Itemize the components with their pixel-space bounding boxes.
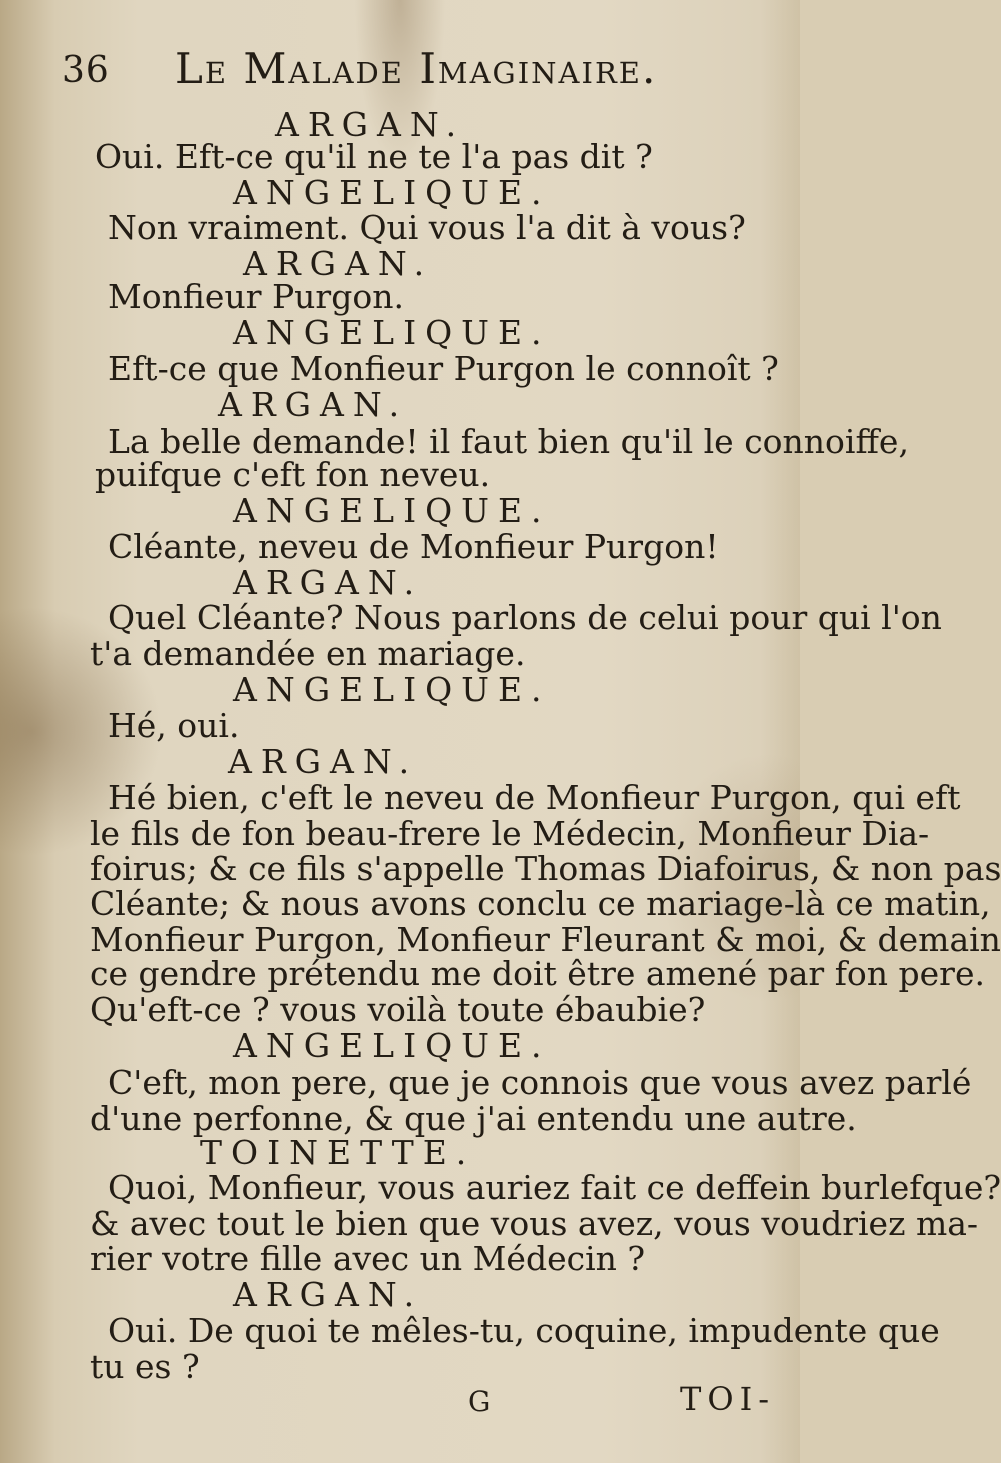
- text-line: ce gendre prétendu me doit être amené par fon pere.: [90, 954, 985, 993]
- text-line: foirus; & ce fils s'appelle Thomas Diafoirus, & non pas: [90, 849, 1001, 888]
- text-line: La belle demande! il faut bien qu'il le connoiffe,: [108, 422, 909, 461]
- text-line: Oui. Eft-ce qu'il ne te l'a pas dit ?: [95, 137, 653, 176]
- speaker-name: ARGAN.: [243, 244, 434, 283]
- text-line: tu es ?: [90, 1347, 200, 1386]
- text-line: Quel Cléante? Nous parlons de celui pour qui l'on: [108, 598, 942, 637]
- text-line: Hé bien, c'eft le neveu de Monfieur Purgon, qui eft: [108, 778, 961, 817]
- text-line: C'eft, mon pere, que je connois que vous avez parlé: [108, 1063, 972, 1102]
- speaker-name: ARGAN.: [228, 742, 419, 781]
- text-line: le fils de fon beau-frere le Médecin, Monfieur Dia-: [90, 814, 930, 853]
- text-line: d'une perfonne, & que j'ai entendu une autre.: [90, 1099, 857, 1138]
- speaker-name: ANGELIQUE.: [233, 1026, 551, 1065]
- text-line: Oui. De quoi te mêles-tu, coquine, impudente que: [108, 1311, 940, 1350]
- signature-mark: G: [468, 1385, 491, 1418]
- speaker-name: ANGELIQUE.: [233, 313, 551, 352]
- text-line: Monfieur Purgon, Monfieur Fleurant & moi, & demain: [90, 920, 1001, 959]
- speaker-name: ARGAN.: [275, 105, 466, 144]
- speaker-name: ARGAN.: [233, 1275, 424, 1314]
- speaker-name: ARGAN.: [233, 563, 424, 602]
- text-line: rier votre fille avec un Médecin ?: [90, 1239, 646, 1278]
- text-line: Qu'eft-ce ? vous voilà toute ébaubie?: [90, 990, 706, 1029]
- running-title: Le Malade Imaginaire.: [175, 44, 658, 93]
- text-line: Cléante, neveu de Monfieur Purgon!: [108, 527, 719, 566]
- text-line: puifque c'eft fon neveu.: [95, 455, 491, 494]
- text-line: Non vraiment. Qui vous l'a dit à vous?: [108, 208, 746, 247]
- text-line: Eft-ce que Monfieur Purgon le connoît ?: [108, 349, 779, 388]
- text-line: t'a demandée en mariage.: [90, 634, 526, 673]
- speaker-name: ARGAN.: [218, 385, 409, 424]
- text-line: Cléante; & nous avons conclu ce mariage-là ce matin,: [90, 884, 991, 923]
- speaker-name: TOINETTE.: [200, 1133, 476, 1172]
- text-line: & avec tout le bien que vous avez, vous voudriez ma-: [90, 1204, 979, 1243]
- text-line: Hé, oui.: [108, 706, 240, 745]
- speaker-name: ANGELIQUE.: [233, 670, 551, 709]
- speaker-name: ANGELIQUE.: [233, 173, 551, 212]
- catchword: TOI-: [680, 1380, 776, 1418]
- speaker-name: ANGELIQUE.: [233, 491, 551, 530]
- page-number: 36: [62, 50, 110, 91]
- text-line: Monfieur Purgon.: [108, 277, 404, 316]
- text-line: Quoi, Monfieur, vous auriez fait ce deffein burlefque?: [108, 1168, 1001, 1207]
